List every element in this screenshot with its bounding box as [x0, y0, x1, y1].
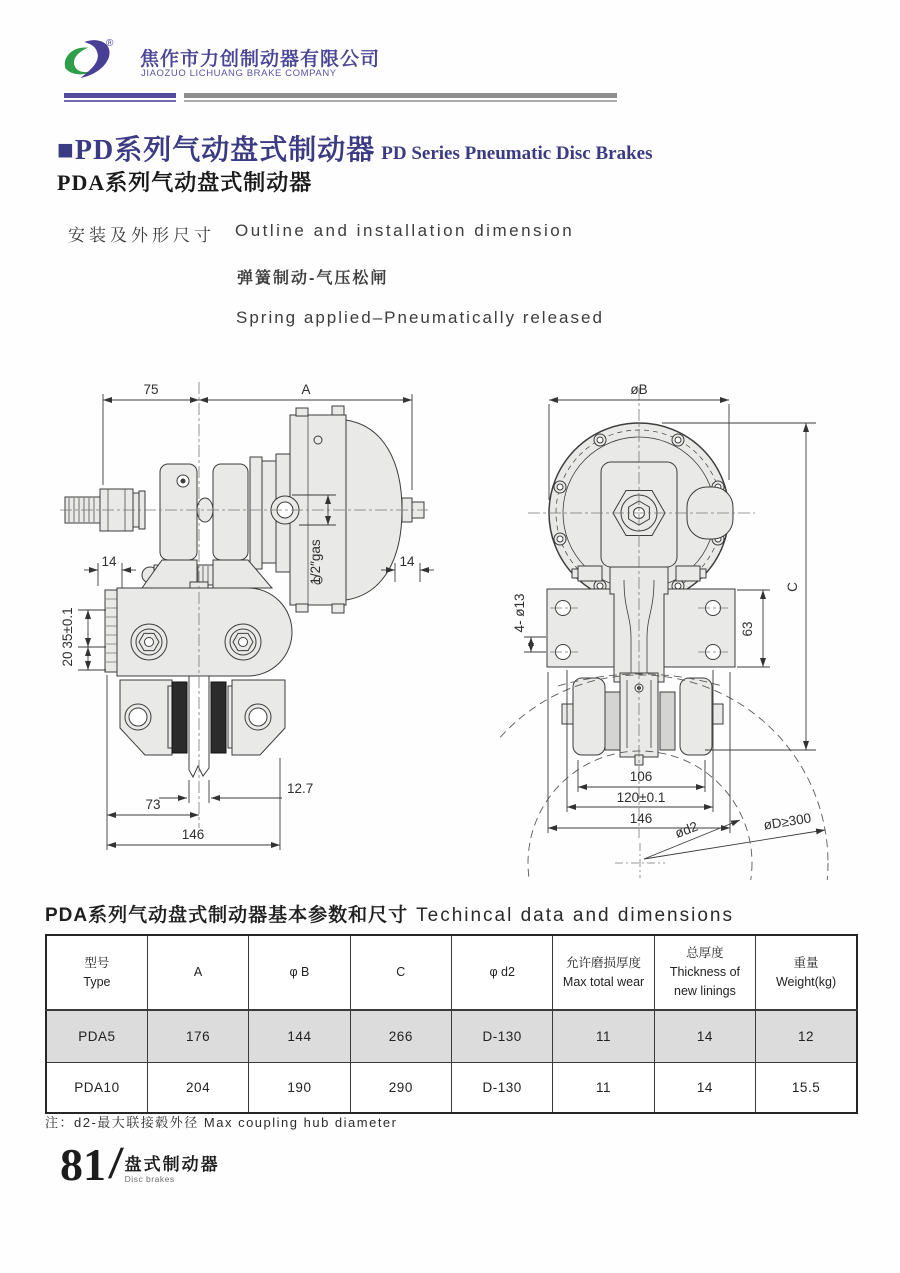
col-header-weight: 重量 Weight(kg): [756, 935, 857, 1010]
footer-section-cn: 盘式制动器: [124, 1155, 220, 1174]
dim-12-7: 12.7: [287, 781, 314, 796]
air-port-label: 1/2″gas: [308, 539, 323, 585]
brake-pad-right: [211, 682, 226, 753]
table-title-en: Techincal data and dimensions: [416, 905, 734, 926]
col-header-d2: φ d2: [452, 935, 553, 1010]
caliper-lower: [562, 673, 723, 765]
section-title-cn: ■PD系列气动盘式制动器: [57, 135, 376, 166]
dim-D300: øD≥300: [762, 810, 813, 833]
rule-gray-thin: [184, 100, 617, 102]
table-header-row: [46, 935, 857, 1010]
col-header-a: A: [147, 935, 248, 1010]
col-header-type: 型号 Type: [46, 935, 147, 1010]
side-view-drawing: [50, 370, 450, 860]
col-header-thickness: 总厚度 Thickness of new linings: [654, 935, 755, 1010]
cell: 190: [249, 1063, 350, 1114]
footer-divider: /: [106, 1140, 126, 1187]
cell: 176: [147, 1010, 248, 1063]
dim-oB: øB: [630, 382, 648, 397]
page-footer: [60, 1139, 220, 1190]
caliper-body: [105, 588, 292, 676]
cell: 11: [553, 1063, 654, 1114]
rule-gray: [184, 93, 617, 98]
intro-mode-en: Spring applied–Pneumatically released: [236, 308, 604, 327]
col-header-b: φ B: [249, 935, 350, 1010]
cell: 14: [654, 1010, 755, 1063]
brake-pad-left: [172, 682, 187, 753]
cell: D-130: [452, 1063, 553, 1114]
table-title-cn: PDA系列气动盘式制动器基本参数和尺寸: [45, 905, 409, 926]
dim-14-left: 14: [101, 554, 117, 569]
company-logo: [58, 34, 124, 84]
front-view-drawing: [500, 370, 900, 880]
cell: PDA10: [46, 1063, 147, 1114]
col-header-wear: 允许磨损厚度 Max total wear: [553, 935, 654, 1010]
company-name-en: JIAOZUO LICHUANG BRAKE COMPANY: [141, 68, 337, 79]
intro-outline-en: Outline and installation dimension: [235, 221, 575, 240]
page-number: 81: [60, 1139, 106, 1190]
cell: 12: [756, 1010, 857, 1063]
cell: 14: [654, 1063, 755, 1114]
footer-section-en: Disc brakes: [124, 1174, 175, 1184]
section-title-row: [57, 128, 857, 168]
rule-purple-thin: [64, 100, 176, 102]
registered-mark: ®: [106, 38, 114, 49]
cell: 266: [350, 1010, 451, 1063]
dim-63: 63: [740, 621, 755, 637]
cell: D-130: [452, 1010, 553, 1063]
dim-146: 146: [181, 827, 205, 842]
dim-75: 75: [143, 382, 159, 397]
dim-35: 35±0.1: [60, 607, 75, 649]
cell: 204: [147, 1063, 248, 1114]
dim-holes: 4- ø13: [512, 593, 527, 633]
dim-C: C: [785, 582, 800, 592]
dim-20: 20: [60, 651, 75, 667]
dim-73: 73: [145, 797, 161, 812]
company-name-cn: 焦作市力创制动器有限公司: [140, 49, 381, 70]
cell: 290: [350, 1063, 451, 1114]
footer-section: [125, 1142, 220, 1184]
logo-swirl-green: [65, 47, 92, 74]
dim-d2: ød2: [672, 818, 700, 841]
table-note: 注：d2-最大联接毂外径 Max coupling hub diameter: [45, 1115, 398, 1130]
col-header-c: C: [350, 935, 451, 1010]
dim-120: 120±0.1: [616, 790, 666, 805]
cell: 15.5: [756, 1063, 857, 1114]
dim-106: 106: [629, 769, 653, 784]
cell: 11: [553, 1010, 654, 1063]
dim-14-right: 14: [399, 554, 415, 569]
table-row-pda5: [46, 1010, 857, 1063]
cell: PDA5: [46, 1010, 147, 1063]
subsection-title: PDA系列气动盘式制动器: [57, 170, 313, 195]
table-title: [45, 900, 734, 927]
rule-purple: [64, 93, 176, 98]
intro-label-cn: 安装及外形尺寸: [68, 226, 215, 245]
brake-lever-arms: [160, 454, 290, 572]
intro-mode-cn: 弹簧制动-气压松闸: [237, 270, 389, 287]
technical-table: [45, 934, 858, 1114]
dim-A: A: [301, 382, 311, 397]
cell: 144: [249, 1010, 350, 1063]
table-row-pda10: [46, 1063, 857, 1114]
air-chamber: [271, 406, 424, 613]
section-title-en: PD Series Pneumatic Disc Brakes: [381, 143, 653, 164]
dim-146: 146: [629, 811, 653, 826]
caliper-link-right: [213, 560, 272, 588]
